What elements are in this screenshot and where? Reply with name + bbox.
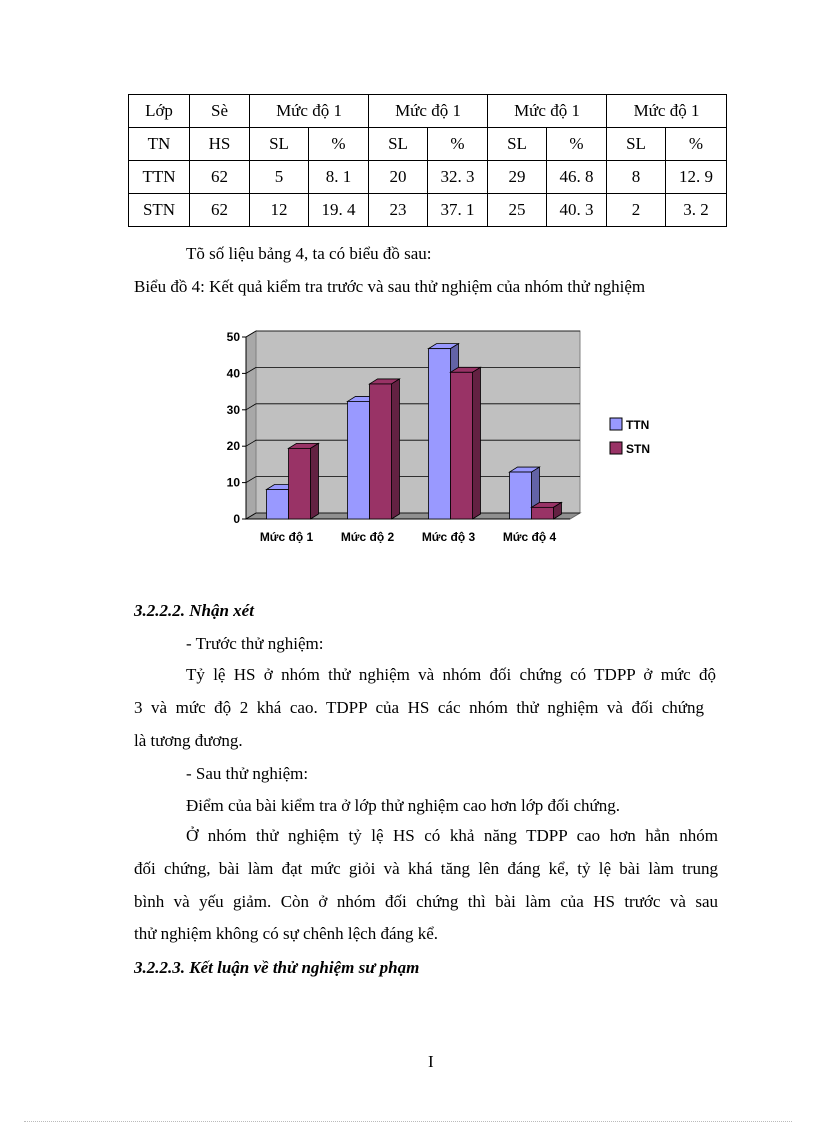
bar [289, 443, 319, 519]
table-cell: 8. 1 [309, 161, 369, 194]
table-cell: 2 [607, 194, 666, 227]
bar [451, 367, 481, 519]
results-table [128, 94, 727, 227]
table-header-row [129, 95, 727, 128]
table-cell: 40. 3 [547, 194, 607, 227]
table-cell: TTN [129, 161, 190, 194]
table-cell: 32. 3 [428, 161, 488, 194]
table-row [129, 161, 727, 194]
legend-label: TTN [626, 418, 650, 432]
x-tick-label: Mức độ 2 [340, 530, 395, 544]
bar-front [289, 448, 311, 519]
bar-side [392, 379, 400, 519]
header-cell: Mức độ 1 [488, 95, 607, 128]
before-label: - Trước thử nghiệm: [186, 634, 324, 653]
legend-swatch [610, 442, 622, 454]
paragraph-line: Ở nhóm thử nghiệm tỷ lệ HS có khả năng TDPP cao hơn hẳn nhóm [186, 826, 718, 845]
y-tick-label: 30 [226, 402, 240, 417]
table-cell: 12. 9 [666, 161, 727, 194]
table-cell: 19. 4 [309, 194, 369, 227]
paragraph-line: bình và yếu giảm. Còn ở nhóm đối chứng thì bài làm của HS trước và sau [134, 892, 718, 911]
table-cell: 62 [190, 161, 250, 194]
header-cell: Mức độ 1 [250, 95, 369, 128]
bar [532, 502, 562, 519]
page-number: I [428, 1052, 434, 1071]
table-cell: 20 [369, 161, 428, 194]
paragraph-line: 3 và mức độ 2 khá cao. TDPP của HS các nhóm thử nghiệm và đối chứng [134, 698, 704, 717]
table-cell: 46. 8 [547, 161, 607, 194]
bar-front [267, 490, 289, 519]
legend-label: STN [626, 442, 650, 456]
header-cell: Lớp [129, 95, 190, 128]
bar-front [370, 384, 392, 519]
y-tick-label: 0 [233, 512, 240, 526]
table-cell: 12 [250, 194, 309, 227]
header-cell: TN [129, 128, 190, 161]
bar-front [451, 372, 473, 519]
bar-chart [200, 320, 680, 560]
paragraph-line: thử nghiệm không có sự chênh lệch đáng kể. [134, 924, 439, 943]
header-cell: Mức độ 1 [369, 95, 488, 128]
header-cell: % [428, 128, 488, 161]
header-cell: HS [190, 128, 250, 161]
bar-front [510, 472, 532, 519]
header-cell: SL [250, 128, 309, 161]
y-tick-label: 20 [226, 439, 240, 454]
table-cell: 5 [250, 161, 309, 194]
table-cell: 23 [369, 194, 428, 227]
header-cell: SL [488, 128, 547, 161]
paragraph-line: là tương đương. [134, 731, 243, 750]
table-cell: STN [129, 194, 190, 227]
y-tick-label: 40 [226, 366, 240, 381]
header-cell: SL [369, 128, 428, 161]
header-cell: Mức độ 1 [607, 95, 727, 128]
bar-front [429, 349, 451, 519]
section-heading: 3.2.2.2. Nhận xét [134, 601, 254, 620]
bar [370, 379, 400, 519]
y-tick-label: 50 [226, 330, 240, 344]
paragraph-line: đối chứng, bài làm đạt mức giỏi và khá tăng lên đáng kể, tỷ lệ bài làm trung [134, 859, 718, 878]
intro-text: Tõ số liệu bảng 4, ta có biểu đồ sau: [186, 244, 432, 263]
table-cell: 37. 1 [428, 194, 488, 227]
bar-front [532, 507, 554, 519]
bar-side [473, 367, 481, 519]
plot-side-wall [246, 331, 256, 519]
header-cell: % [666, 128, 727, 161]
x-tick-label: Mức độ 3 [421, 530, 476, 544]
paragraph-line: Điểm của bài kiểm tra ở lớp thử nghiệm cao hơn lớp đối chứng. [186, 796, 620, 815]
table-cell: 62 [190, 194, 250, 227]
header-cell: SL [607, 128, 666, 161]
legend-swatch [610, 418, 622, 430]
table-cell: 3. 2 [666, 194, 727, 227]
y-tick-label: 10 [226, 475, 240, 490]
page-bottom-rule [24, 1121, 792, 1122]
section-heading: 3.2.2.3. Kết luận về thử nghiệm sư phạm [134, 958, 420, 977]
chart-caption: Biểu đồ 4: Kết quả kiểm tra trước và sau thử nghiệm của nhóm thử nghiệm [134, 277, 646, 296]
header-cell: Sè [190, 95, 250, 128]
table-row [129, 194, 727, 227]
table-cell: 25 [488, 194, 547, 227]
bar-front [348, 401, 370, 519]
table-cell: 8 [607, 161, 666, 194]
table-cell: 29 [488, 161, 547, 194]
header-cell: % [309, 128, 369, 161]
x-tick-label: Mức độ 4 [502, 530, 557, 544]
x-tick-label: Mức độ 1 [259, 530, 314, 544]
table-header-row [129, 128, 727, 161]
header-cell: % [547, 128, 607, 161]
bar-side [311, 443, 319, 519]
after-label: - Sau thử nghiệm: [186, 764, 309, 783]
paragraph-line: Tỷ lệ HS ở nhóm thử nghiệm và nhóm đối chứng có TDPP ở mức độ [186, 665, 716, 684]
